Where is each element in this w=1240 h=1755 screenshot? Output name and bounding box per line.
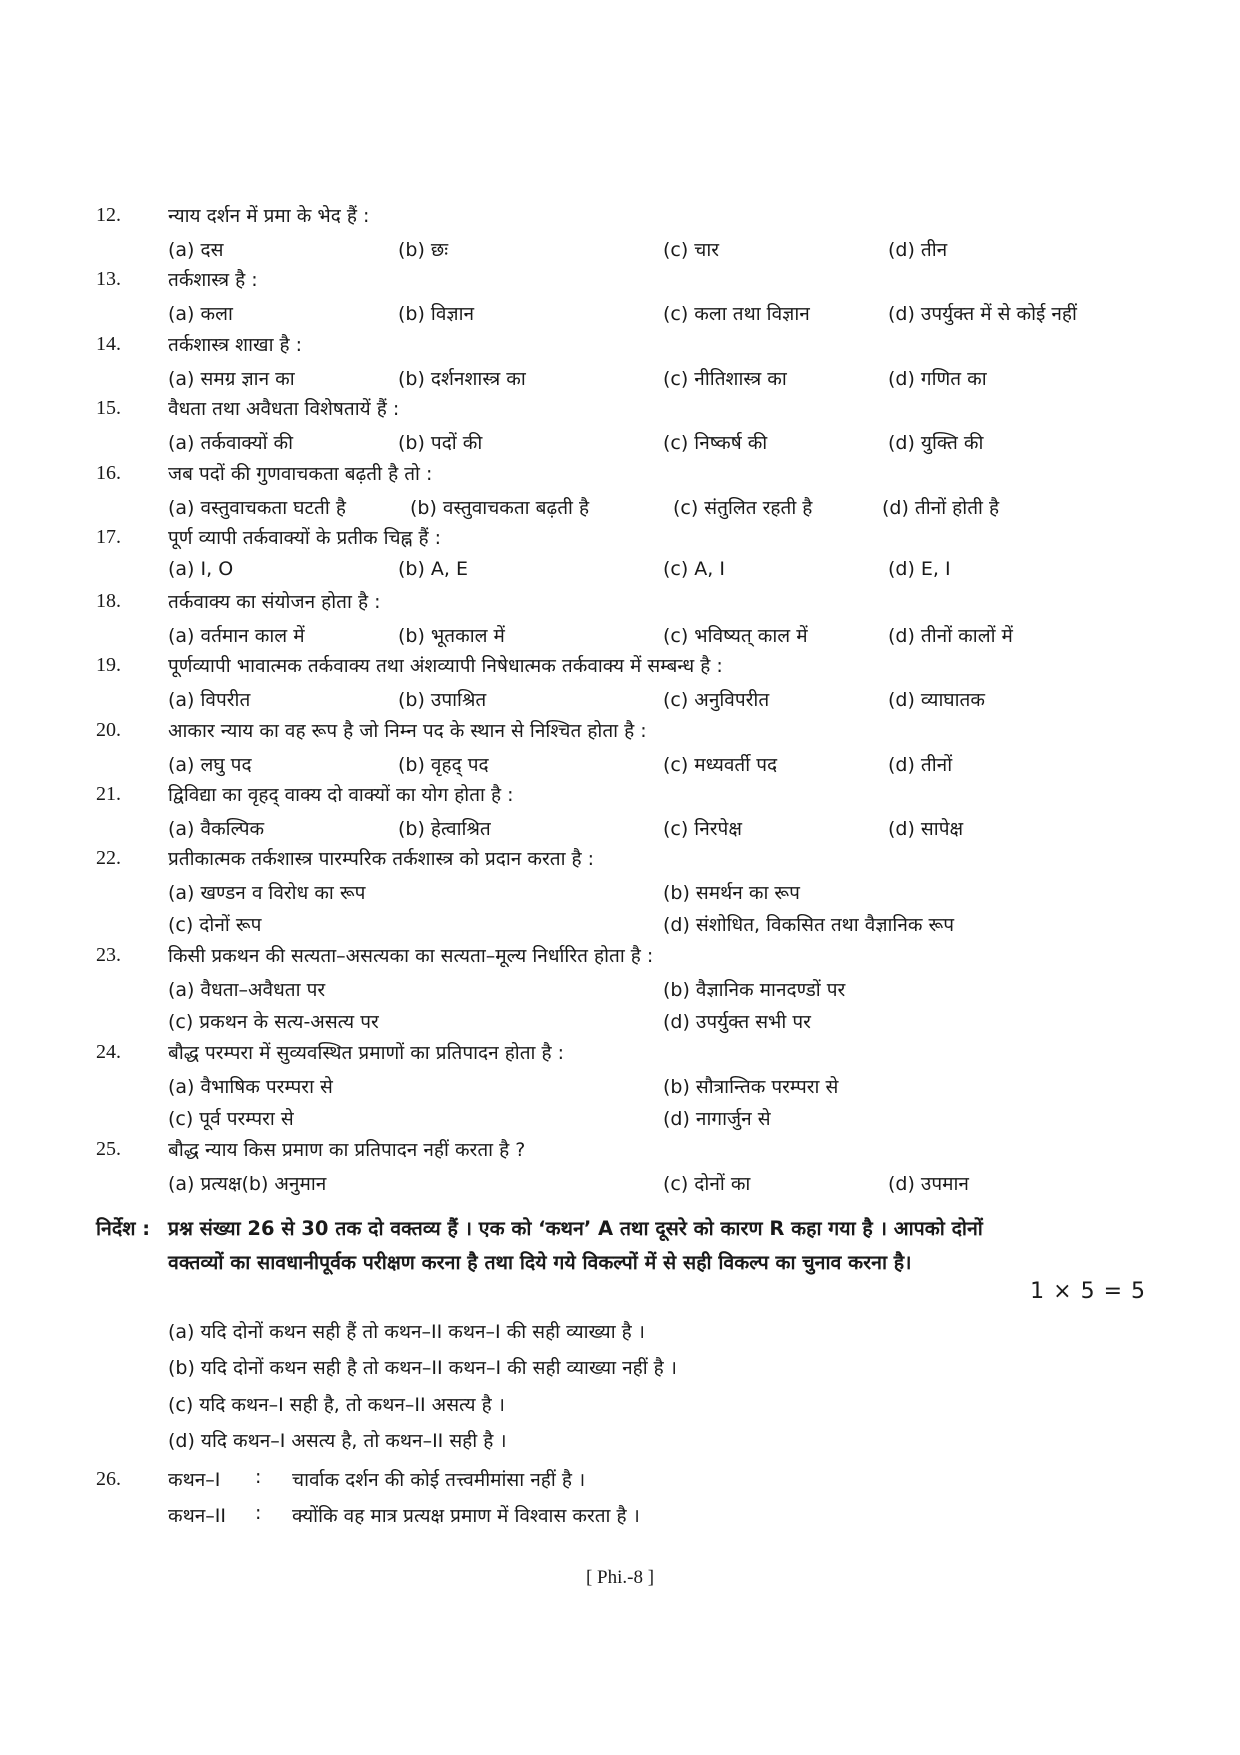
- option-a: (a) तर्कवाक्यों की: [168, 432, 294, 454]
- option-b: (b) सौत्रान्तिक परम्परा से: [663, 1076, 839, 1098]
- option-b: (b) दर्शनशास्त्र का: [398, 368, 526, 390]
- option-b: (b) पदों की: [398, 432, 483, 454]
- option-ab: (a) प्रत्यक्ष(b) अनुमान: [168, 1173, 327, 1195]
- question-number: 18.: [96, 590, 121, 612]
- question-text: न्याय दर्शन में प्रमा के भेद हैं :: [168, 205, 370, 227]
- question-text: बौद्ध न्याय किस प्रमाण का प्रतिपादन नहीं करता है ?: [168, 1139, 526, 1161]
- option-a: (a) विपरीत: [168, 689, 251, 711]
- instruction-line-1: प्रश्न संख्या 26 से 30 तक दो वक्तव्य हैं । एक को ‘कथन’ A तथा दूसरे को कारण R कहा गया है । आपको दोनों: [168, 1217, 983, 1240]
- question-text: वैधता तथा अवैधता विशेषतायें हैं :: [168, 398, 400, 420]
- instruction-label: निर्देश :: [96, 1217, 151, 1240]
- option-c: (c) चार: [663, 239, 720, 261]
- question-text: बौद्ध परम्परा में सुव्यवस्थित प्रमाणों का प्रतिपादन होता है :: [168, 1042, 565, 1064]
- statement-2-label: कथन–II: [168, 1505, 226, 1527]
- question-text: पूर्णव्यापी भावात्मक तर्कवाक्य तथा अंशव्यापी निषेधात्मक तर्कवाक्य में सम्बन्ध है :: [168, 655, 723, 677]
- choice-d: (d) यदि कथन–I असत्य है, तो कथन–II सही है ।: [168, 1430, 507, 1452]
- option-c: (c) नीतिशास्त्र का: [663, 368, 787, 390]
- statement-1-label: कथन–I: [168, 1469, 221, 1491]
- marks-scheme: 1 × 5 = 5: [1030, 1279, 1146, 1304]
- option-b: (b) उपाश्रित: [398, 689, 487, 711]
- option-c: (c) प्रकथन के सत्य-असत्य पर: [168, 1011, 379, 1033]
- question-number: 26.: [96, 1468, 121, 1490]
- option-c: (c) दोनों रूप: [168, 914, 262, 936]
- option-d: (d) नागार्जुन से: [663, 1108, 771, 1130]
- option-d: (d) E, I: [888, 558, 951, 580]
- question-text: तर्कशास्त्र है :: [168, 269, 258, 291]
- option-a: (a) लघु पद: [168, 754, 252, 776]
- choice-a: (a) यदि दोनों कथन सही हैं तो कथन–II कथन–I की सही व्याख्या है ।: [168, 1321, 645, 1343]
- question-number: 23.: [96, 944, 121, 966]
- option-a: (a) वैधता–अवैधता पर: [168, 979, 326, 1001]
- question-number: 20.: [96, 719, 121, 741]
- option-c: (c) कला तथा विज्ञान: [663, 303, 810, 325]
- instruction-line-2: वक्तव्यों का सावधानीपूर्वक परीक्षण करना है तथा दिये गये विकल्पों में से सही विकल्प का चुनाव करना है।: [168, 1251, 912, 1274]
- question-text: तर्कवाक्य का संयोजन होता है :: [168, 591, 381, 613]
- question-number: 12.: [96, 204, 121, 226]
- option-b: (b) वस्तुवाचकता बढ़ती है: [410, 497, 590, 519]
- question-number: 16.: [96, 462, 121, 484]
- option-a: (a) कला: [168, 303, 233, 325]
- option-a: (a) वस्तुवाचकता घटती है: [168, 497, 346, 519]
- option-d: (d) गणित का: [888, 368, 987, 390]
- option-a: (a) I, O: [168, 558, 234, 580]
- option-d: (d) सापेक्ष: [888, 818, 964, 840]
- choice-c: (c) यदि कथन–I सही है, तो कथन–II असत्य है ।: [168, 1394, 505, 1416]
- option-d: (d) युक्ति की: [888, 432, 984, 454]
- option-a: (a) खण्डन व विरोध का रूप: [168, 882, 366, 904]
- option-d: (d) उपर्युक्त में से कोई नहीं: [888, 303, 1077, 325]
- question-text: पूर्ण व्यापी तर्कवाक्यों के प्रतीक चिह्न हैं :: [168, 527, 442, 549]
- choice-b: (b) यदि दोनों कथन सही है तो कथन–II कथन–I की सही व्याख्या नहीं है ।: [168, 1357, 677, 1379]
- option-d: (d) उपमान: [888, 1173, 969, 1195]
- question-text: तर्कशास्त्र शाखा है :: [168, 334, 303, 356]
- option-c: (c) भविष्यत् काल में: [663, 625, 808, 647]
- option-c: (c) निरपेक्ष: [663, 818, 742, 840]
- question-number: 21.: [96, 783, 121, 805]
- option-d: (d) संशोधित, विकसित तथा वैज्ञानिक रूप: [663, 914, 955, 936]
- question-text: जब पदों की गुणवाचकता बढ़ती है तो :: [168, 463, 433, 485]
- option-d: (d) तीन: [888, 239, 948, 261]
- question-text: किसी प्रकथन की सत्यता–असत्यका का सत्यता–मूल्य निर्धारित होता है :: [168, 945, 654, 967]
- question-number: 22.: [96, 847, 121, 869]
- option-b: (b) भूतकाल में: [398, 625, 505, 647]
- question-text: द्विविद्या का वृहद् वाक्य दो वाक्यों का योग होता है :: [168, 784, 514, 806]
- statement-1-text: चार्वाक दर्शन की कोई तत्त्वमीमांसा नहीं है ।: [292, 1469, 586, 1491]
- option-c: (c) अनुविपरीत: [663, 689, 770, 711]
- statement-2-text: क्योंकि वह मात्र प्रत्यक्ष प्रमाण में विश्वास करता है ।: [292, 1505, 640, 1527]
- option-b: (b) छः: [398, 239, 449, 261]
- instruction-block: [96, 1212, 1156, 1280]
- statement-2-colon: :: [255, 1502, 262, 1524]
- question-text: आकार न्याय का वह रूप है जो निम्न पद के स्थान से निश्चित होता है :: [168, 720, 647, 742]
- question-number: 13.: [96, 268, 121, 290]
- statement-1-colon: :: [255, 1466, 262, 1488]
- option-b: (b) A, E: [398, 558, 469, 580]
- option-a: (a) समग्र ज्ञान का: [168, 368, 295, 390]
- question-number: 24.: [96, 1041, 121, 1063]
- option-c: (c) संतुलित रहती है: [673, 497, 813, 519]
- option-b: (b) वृहद् पद: [398, 754, 489, 776]
- option-c: (c) पूर्व परम्परा से: [168, 1108, 294, 1130]
- question-number: 17.: [96, 526, 121, 548]
- option-d: (d) तीनों कालों में: [888, 625, 1013, 647]
- question-text: प्रतीकात्मक तर्कशास्त्र पारम्परिक तर्कशास्त्र को प्रदान करता है :: [168, 848, 595, 870]
- option-a: (a) वैकल्पिक: [168, 818, 265, 840]
- question-number: 15.: [96, 397, 121, 419]
- question-number: 25.: [96, 1138, 121, 1160]
- option-b: (b) हेत्वाश्रित: [398, 818, 491, 840]
- question-number: 19.: [96, 654, 121, 676]
- option-b: (b) वैज्ञानिक मानदण्डों पर: [663, 979, 846, 1001]
- option-b: (b) समर्थन का रूप: [663, 882, 800, 904]
- page-footer: [ Phi.-8 ]: [585, 1567, 655, 1588]
- option-a: (a) वैभाषिक परम्परा से: [168, 1076, 333, 1098]
- option-c: (c) A, I: [663, 558, 725, 580]
- option-a: (a) दस: [168, 239, 224, 261]
- option-c: (c) निष्कर्ष की: [663, 432, 768, 454]
- question-number: 14.: [96, 333, 121, 355]
- option-c: (c) मध्यवर्ती पद: [663, 754, 778, 776]
- option-b: (b) विज्ञान: [398, 303, 475, 325]
- option-d: (d) तीनों: [888, 754, 953, 776]
- option-d: (d) तीनों होती है: [882, 497, 1000, 519]
- option-d: (d) व्याघातक: [888, 689, 985, 711]
- option-c: (c) दोनों का: [663, 1173, 751, 1195]
- option-a: (a) वर्तमान काल में: [168, 625, 305, 647]
- option-d: (d) उपर्युक्त सभी पर: [663, 1011, 811, 1033]
